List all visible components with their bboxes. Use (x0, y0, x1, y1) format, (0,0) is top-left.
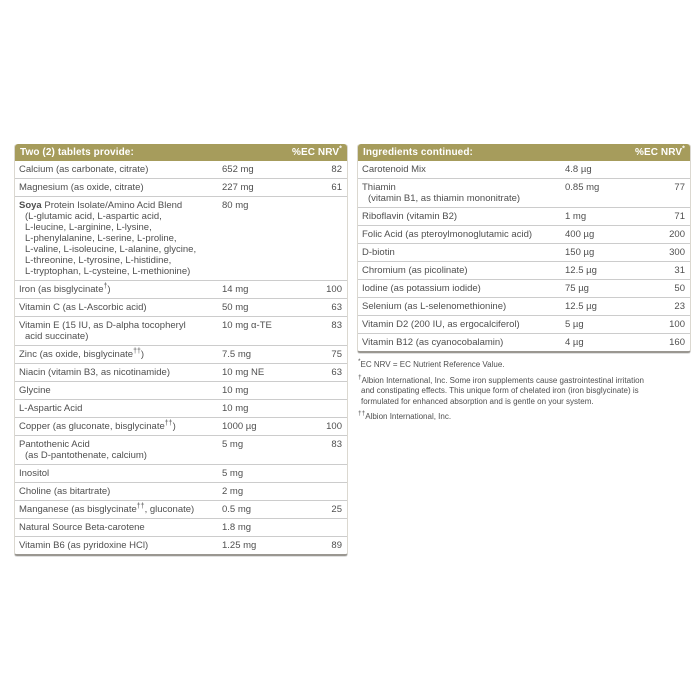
ingredient-nrv (306, 200, 342, 277)
footnote-marker: †† (358, 410, 366, 417)
nrv-header-asterisk: * (339, 145, 342, 153)
ingredient-name: Iodine (as potassium iodide) (362, 283, 481, 294)
table-row (358, 207, 690, 225)
ingredient-nrv (306, 403, 342, 414)
table-header (358, 144, 690, 161)
ingredient-amount: 10 mg (222, 385, 249, 396)
ingredient-nrv: 63 (331, 367, 342, 378)
table-body (358, 161, 690, 351)
table-row (15, 178, 347, 196)
table-row (15, 464, 347, 482)
ingredient-name: Vitamin C (as L-Ascorbic acid) (19, 302, 147, 313)
table-row (15, 316, 347, 345)
ingredient-nrv: 63 (331, 302, 342, 313)
table-body (15, 161, 347, 554)
ingredient-nrv: 200 (669, 229, 685, 240)
ingredient-name: Niacin (vitamin B3, as nicotinamide) (19, 367, 171, 378)
ingredient-nrv: 160 (669, 337, 685, 348)
ingredient-name: Pantothenic Acid (as D-pantothenate, calcium) (19, 439, 147, 461)
nrv-column-header (635, 147, 685, 158)
table-row (15, 363, 347, 381)
table-row (15, 500, 347, 518)
table-header (15, 144, 347, 161)
footnotes-section (357, 360, 691, 423)
table-row (15, 381, 347, 399)
ingredient-name: Inositol (19, 468, 50, 479)
supplement-facts-table-left (14, 144, 348, 556)
ingredient-name: Calcium (as carbonate, citrate) (19, 164, 149, 175)
ingredient-name: Natural Source Beta-carotene (19, 522, 145, 533)
ingredient-amount: 4.8 µg (565, 164, 592, 175)
right-label-panel (357, 144, 691, 428)
ingredient-name: Iron (as bisglycinate†) (19, 282, 111, 295)
table-row (15, 518, 347, 536)
ingredient-amount: 400 µg (565, 229, 595, 240)
ingredient-nrv: 82 (331, 164, 342, 175)
ingredient-amount: 150 µg (565, 247, 595, 258)
table-row (15, 536, 347, 554)
table-row (358, 178, 690, 207)
table-row (15, 280, 347, 298)
ingredient-name: D-biotin (362, 247, 395, 258)
footnote: *EC NRV = EC Nutrient Reference Value. (358, 358, 505, 369)
ingredient-name: Thiamin (vitamin B1, as thiamin mononitrate) (362, 182, 521, 204)
table-title: Two (2) tablets provide: (20, 147, 134, 158)
table-row (15, 482, 347, 500)
ingredient-nrv: 100 (326, 284, 342, 295)
ingredient-amount: 80 mg (222, 200, 249, 211)
table-row (358, 315, 690, 333)
table-row (15, 161, 347, 178)
ingredient-amount: 75 µg (565, 283, 589, 294)
ingredient-name: Vitamin B12 (as cyanocobalamin) (362, 337, 504, 348)
ingredient-name: Copper (as gluconate, bisglycinate††) (19, 419, 176, 432)
left-label-panel (14, 144, 348, 556)
nrv-header-label: %EC NRV (634, 147, 683, 158)
ingredient-nrv: 31 (674, 265, 685, 276)
ingredient-name: Chromium (as picolinate) (362, 265, 468, 276)
ingredient-nrv (306, 522, 342, 533)
ingredient-amount: 1 mg (565, 211, 587, 222)
ingredient-name: Carotenoid Mix (362, 164, 426, 175)
ingredient-amount: 1000 µg (222, 421, 257, 432)
table-row (15, 298, 347, 316)
ingredient-nrv: 89 (331, 540, 342, 551)
ingredient-nrv: 77 (674, 182, 685, 193)
ingredient-name: Selenium (as L-selenomethionine) (362, 301, 507, 312)
ingredient-name: Vitamin B6 (as pyridoxine HCl) (19, 540, 149, 551)
ingredient-amount: 5 mg (222, 439, 244, 450)
table-row (358, 243, 690, 261)
ingredient-amount: 4 µg (565, 337, 584, 348)
ingredient-name: Folic Acid (as pteroylmonoglutamic acid) (362, 229, 533, 240)
table-row (15, 196, 347, 280)
ingredient-amount: 12.5 µg (565, 265, 597, 276)
table-row (358, 261, 690, 279)
ingredient-name: Vitamin D2 (200 IU, as ergocalciferol) (362, 319, 520, 330)
ingredient-name: Choline (as bitartrate) (19, 486, 111, 497)
ingredient-nrv: 83 (331, 320, 342, 331)
ingredient-nrv: 100 (326, 421, 342, 432)
ingredient-name: Soya Protein Isolate/Amino Acid Blend (L-glutamic acid, L-aspartic acid, L-leucine, L-arginine, L-lysine, L-phenylalanine, L-serine, L-proline, L-valine, L-isoleucine, L-alanine, glycine, L-threonine, L-tyrosine, L-histidine, L-tryptophan, L-cysteine, L-methionine) (19, 200, 197, 277)
ingredient-nrv: 23 (674, 301, 685, 312)
ingredient-amount: 652 mg (222, 164, 254, 175)
ingredient-nrv (306, 385, 342, 396)
table-row (358, 333, 690, 351)
table-row (358, 225, 690, 243)
ingredient-name: Magnesium (as oxide, citrate) (19, 182, 144, 193)
ingredient-name: Riboflavin (vitamin B2) (362, 211, 458, 222)
ingredient-amount: 10 mg (222, 403, 249, 414)
ingredient-amount: 5 µg (565, 319, 584, 330)
table-row (358, 297, 690, 315)
footnote: ††Albion International, Inc. (358, 410, 452, 421)
footnote: †Albion International, Inc. Some iron supplements cause gastrointestinal irritation and constipating effects. This unique form of chelated iron (iron bisglycinate) is formulated for enhanced absorption and is gentle on your system. (358, 373, 644, 406)
ingredient-amount: 227 mg (222, 182, 254, 193)
nrv-header-asterisk: * (682, 145, 685, 153)
table-row (15, 435, 347, 464)
ingredient-nrv: 300 (669, 247, 685, 258)
ingredient-name: Vitamin E (15 IU, as D-alpha tocopheryl acid succinate) (19, 320, 186, 342)
ingredient-nrv: 25 (331, 504, 342, 515)
ingredient-amount: 0.5 mg (222, 504, 252, 515)
table-row (358, 279, 690, 297)
ingredient-amount: 1.25 mg (222, 540, 257, 551)
ingredient-name: Zinc (as oxide, bisglycinate††) (19, 347, 145, 360)
ingredient-nrv (306, 486, 342, 497)
ingredient-name: L-Aspartic Acid (19, 403, 83, 414)
ingredient-name: Manganese (as bisglycinate††, gluconate) (19, 502, 195, 515)
ingredient-amount: 10 mg NE (222, 367, 265, 378)
ingredient-amount: 5 mg (222, 468, 244, 479)
footnote-marker: † (358, 373, 362, 381)
table-row (15, 399, 347, 417)
ingredient-nrv: 61 (331, 182, 342, 193)
ingredient-amount: 50 mg (222, 302, 249, 313)
footnote-marker: * (358, 358, 361, 365)
ingredient-nrv: 71 (674, 211, 685, 222)
table-row (15, 417, 347, 435)
ingredient-amount: 1.8 mg (222, 522, 252, 533)
ingredient-amount: 2 mg (222, 486, 244, 497)
ingredient-amount: 12.5 µg (565, 301, 597, 312)
ingredient-nrv (306, 468, 342, 479)
ingredient-amount: 14 mg (222, 284, 249, 295)
supplement-facts-table-right (357, 144, 691, 353)
table-row (15, 345, 347, 363)
ingredient-name: Glycine (19, 385, 51, 396)
ingredient-nrv: 75 (331, 349, 342, 360)
ingredient-nrv (649, 164, 685, 175)
table-title: Ingredients continued: (363, 147, 473, 158)
nrv-header-label: %EC NRV (291, 147, 340, 158)
ingredient-nrv: 100 (669, 319, 685, 330)
table-row (358, 161, 690, 178)
nrv-column-header (292, 147, 342, 158)
ingredient-nrv: 50 (674, 283, 685, 294)
ingredient-amount: 10 mg α-TE (222, 320, 272, 331)
ingredient-amount: 0.85 mg (565, 182, 600, 193)
ingredient-nrv: 83 (331, 439, 342, 450)
ingredient-amount: 7.5 mg (222, 349, 252, 360)
